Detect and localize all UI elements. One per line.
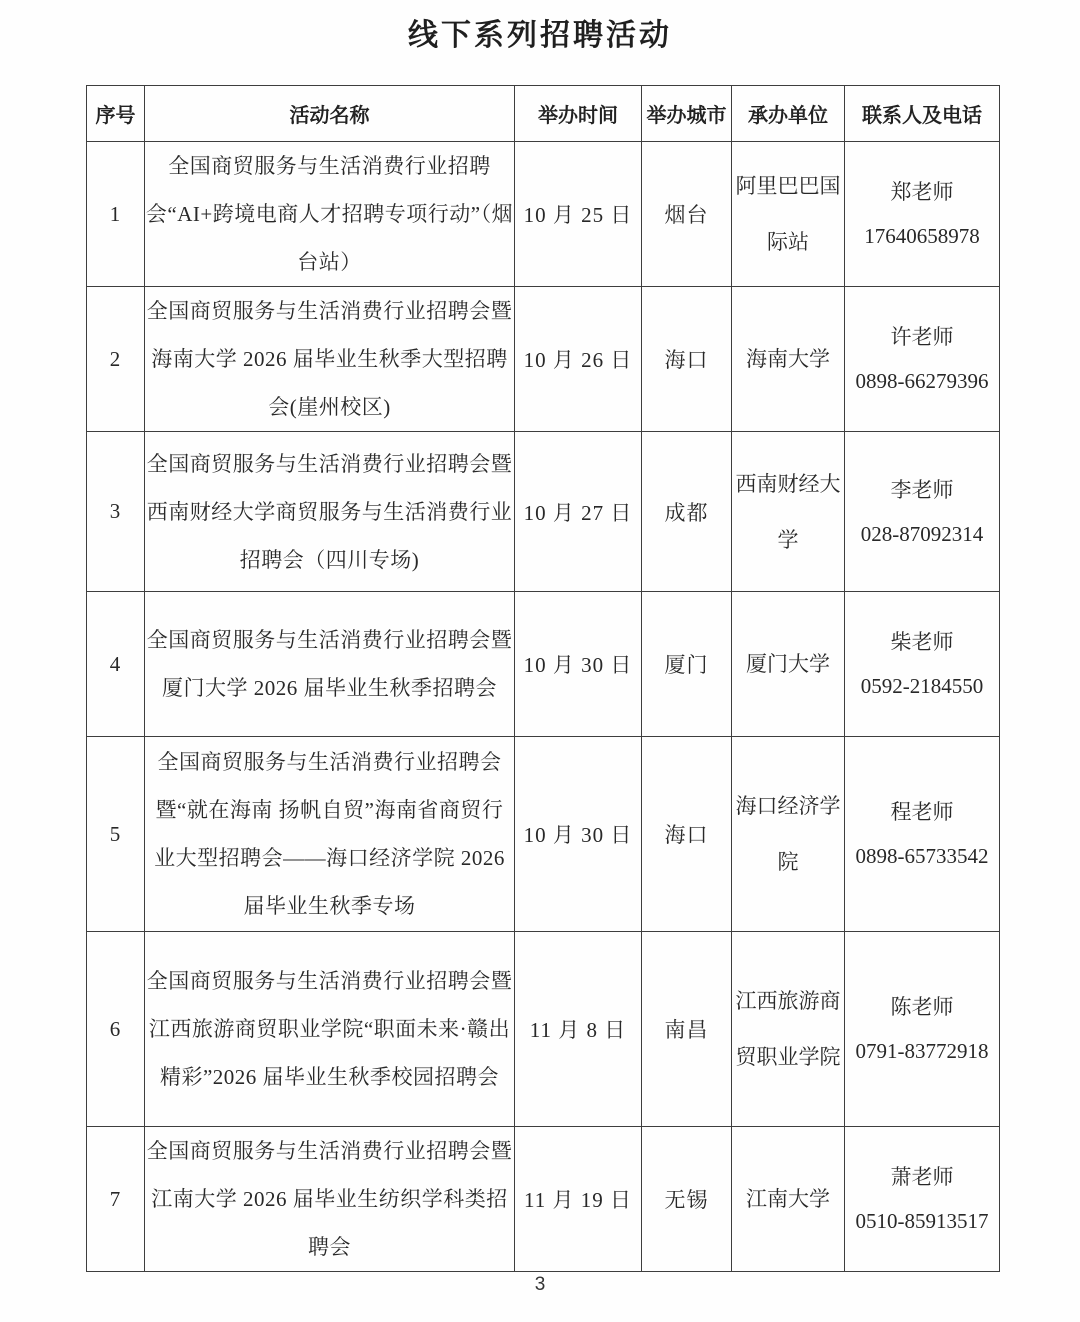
contact-name: 程老师: [890, 800, 954, 824]
event-contact: [845, 432, 1000, 592]
row-number: 6: [87, 932, 145, 1127]
contact-name: 陈老师: [890, 995, 954, 1019]
event-city: 无锡: [642, 1127, 732, 1272]
event-name: 全国商贸服务与生活消费行业招聘会“AI+跨境电商人才招聘专项行动”（烟台站）: [145, 142, 515, 287]
contact-phone: 0791-83772918: [855, 1039, 989, 1063]
event-organizer: 海口经济学院: [732, 737, 845, 932]
contact-phone: 0592-2184550: [860, 674, 984, 698]
event-date: 11 月 8 日: [515, 932, 642, 1127]
table-row: [87, 287, 1000, 432]
event-name: 全国商贸服务与生活消费行业招聘会暨江南大学 2026 届毕业生纺织学科类招聘会: [145, 1127, 515, 1272]
event-name: 全国商贸服务与生活消费行业招聘会暨“就在海南 扬帆自贸”海南省商贸行业大型招聘会——海口经济学院 2026 届毕业生秋季专场: [145, 737, 515, 932]
events-table: [86, 85, 1000, 1272]
event-contact: [845, 142, 1000, 287]
row-number: 5: [87, 737, 145, 932]
page-title: 线下系列招聘活动: [408, 19, 672, 52]
contact-name: 李老师: [890, 477, 954, 502]
event-name: 全国商贸服务与生活消费行业招聘会暨江西旅游商贸职业学院“职面未来·赣出精彩”2026 届毕业生秋季校园招聘会: [145, 932, 515, 1127]
table-row: [87, 737, 1000, 932]
header-no: 序号: [87, 86, 145, 142]
event-date: 10 月 30 日: [515, 737, 642, 932]
event-date: 10 月 30 日: [515, 592, 642, 737]
table-row: [87, 592, 1000, 737]
row-number: 4: [87, 592, 145, 737]
table-row: [87, 432, 1000, 592]
event-contact: [845, 592, 1000, 737]
contact-phone: 17640658978: [864, 224, 980, 248]
event-organizer: 海南大学: [732, 287, 845, 432]
event-city: 南昌: [642, 932, 732, 1127]
header-date: 举办时间: [515, 86, 642, 142]
event-contact: [845, 287, 1000, 432]
contact-phone: 0510-85913517: [855, 1209, 989, 1233]
event-contact: [845, 737, 1000, 932]
event-city: 厦门: [642, 592, 732, 737]
contact-name: 柴老师: [890, 630, 954, 654]
page-number: 3: [534, 1274, 546, 1295]
event-organizer: 江西旅游商贸职业学院: [732, 932, 845, 1127]
row-number: 2: [87, 287, 145, 432]
event-city: 海口: [642, 737, 732, 932]
row-number: 3: [87, 432, 145, 592]
row-number: 7: [87, 1127, 145, 1272]
event-date: 10 月 25 日: [515, 142, 642, 287]
event-city: 海口: [642, 287, 732, 432]
event-name: 全国商贸服务与生活消费行业招聘会暨海南大学 2026 届毕业生秋季大型招聘会(崖州校区): [145, 287, 515, 432]
event-contact: [845, 1127, 1000, 1272]
event-city: 成都: [642, 432, 732, 592]
table-row: [87, 1127, 1000, 1272]
event-organizer: 阿里巴巴国际站: [732, 142, 845, 287]
contact-name: 萧老师: [890, 1165, 954, 1189]
event-date: 10 月 26 日: [515, 287, 642, 432]
table-row: [87, 142, 1000, 287]
row-number: 1: [87, 142, 145, 287]
header-contact: 联系人及电话: [845, 86, 1000, 142]
event-contact: [845, 932, 1000, 1127]
event-name: 全国商贸服务与生活消费行业招聘会暨西南财经大学商贸服务与生活消费行业招聘会（四川专场): [145, 432, 515, 592]
contact-phone: 0898-65733542: [855, 844, 989, 868]
contact-phone: 028-87092314: [860, 521, 984, 546]
table-header-row: [87, 86, 1000, 142]
event-date: 10 月 27 日: [515, 432, 642, 592]
event-date: 11 月 19 日: [515, 1127, 642, 1272]
event-organizer: 厦门大学: [732, 592, 845, 737]
table-row: [87, 932, 1000, 1127]
event-organizer: 西南财经大学: [732, 432, 845, 592]
contact-phone: 0898-66279396: [855, 369, 989, 393]
header-organizer: 承办单位: [732, 86, 845, 142]
event-city: 烟台: [642, 142, 732, 287]
header-name: 活动名称: [145, 86, 515, 142]
event-organizer: 江南大学: [732, 1127, 845, 1272]
header-city: 举办城市: [642, 86, 732, 142]
contact-name: 郑老师: [890, 180, 954, 204]
event-name: 全国商贸服务与生活消费行业招聘会暨厦门大学 2026 届毕业生秋季招聘会: [145, 592, 515, 737]
contact-name: 许老师: [890, 325, 954, 349]
